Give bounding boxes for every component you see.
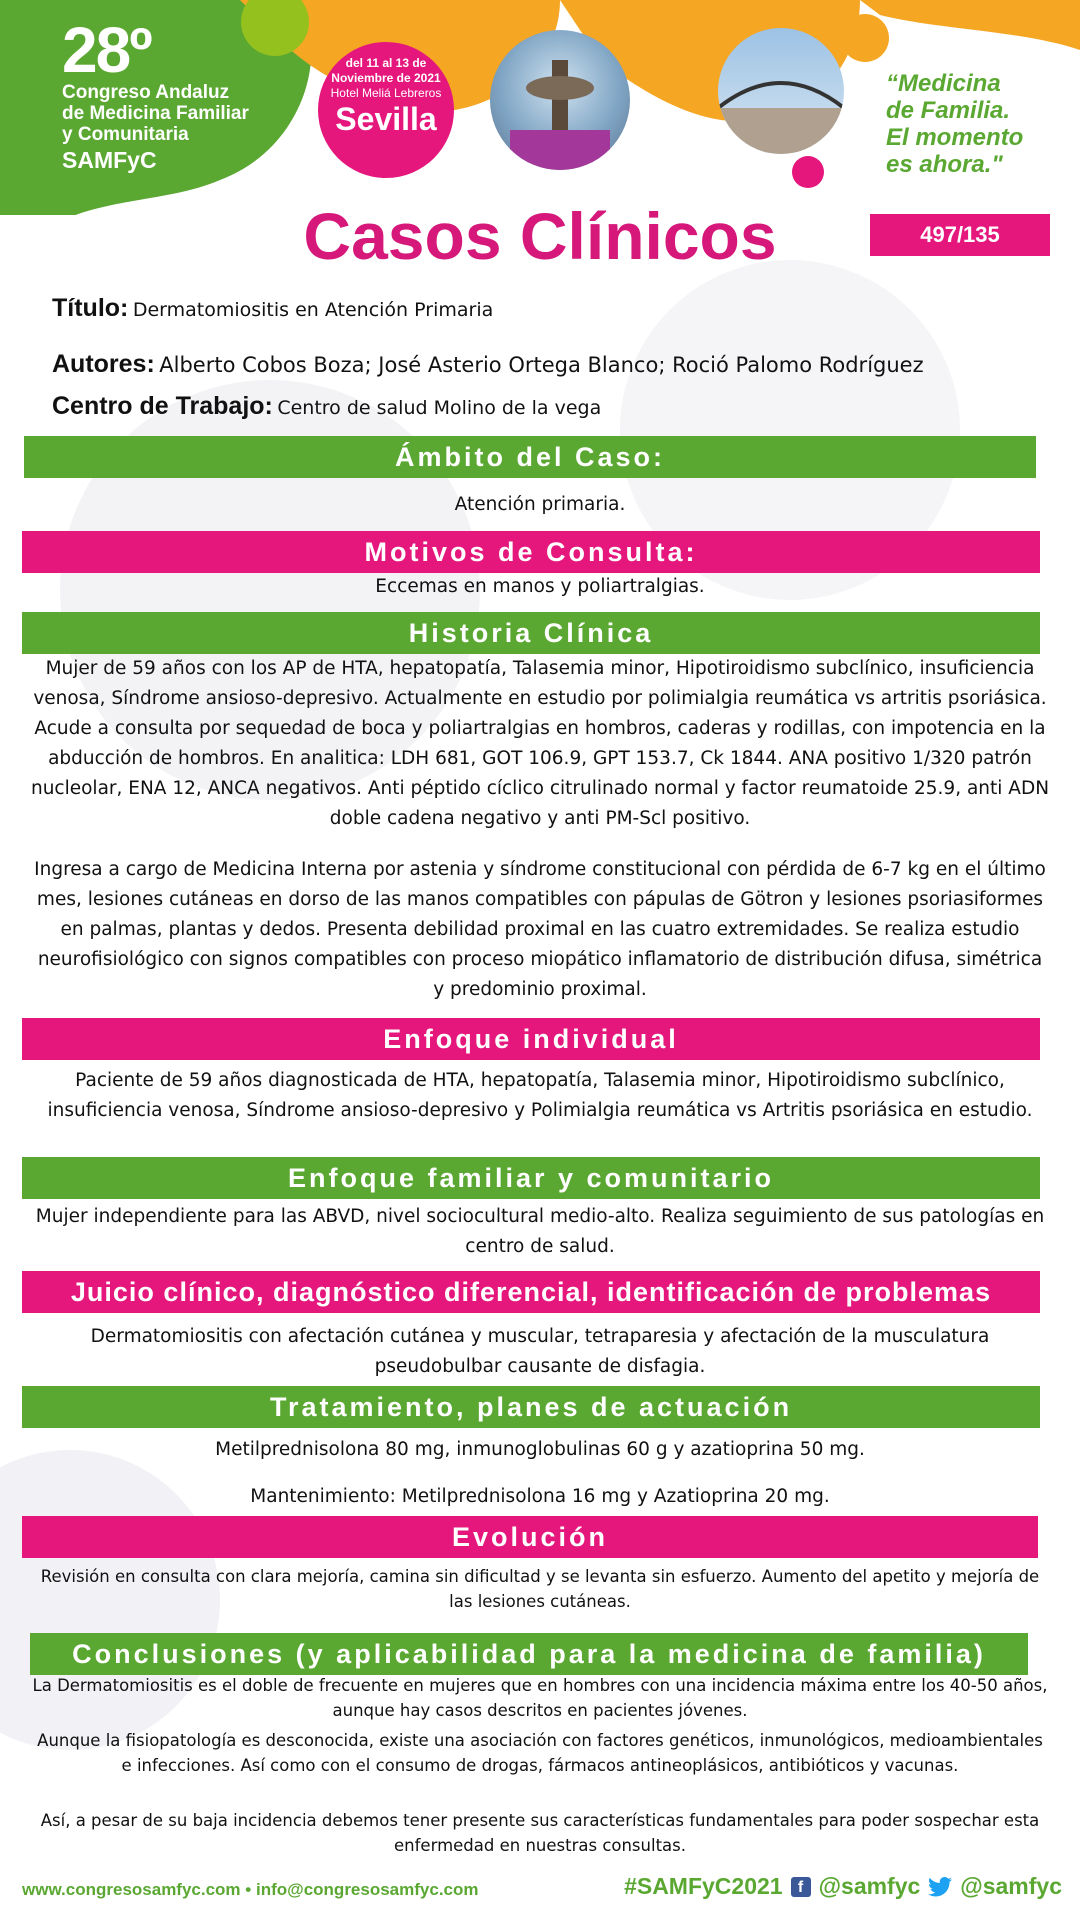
congress-line: Congreso Andaluz	[62, 82, 230, 103]
section-text-historia-1: Mujer de 59 años con los AP de HTA, hepatopatía, Talasemia minor, Hipotiroidismo subclínico, insuficiencia venosa, Síndrome ansioso-depresivo. Actualmente en estudio por polimialgia reumática vs artritis psoriásica. Acude a consulta por sequedad de boca y poliartralgias en hombros, caderas y rodillas, con impotencia en la abducción de hombros. En analitica: LDH 681, GOT 106.9, GPT 153.7, Ck 1844. ANA positivo 1/320 patrón nucleolar, ENA 12, ANCA negativos. Anti péptido cíclico citrulinado normal y factor reumatoide 25.9, anti ADN doble cadena negativo y anti PM-Scl positivo.	[30, 658, 1050, 829]
bridge-photo	[718, 28, 844, 154]
titulo-label: Título:	[52, 294, 129, 322]
section-text-juicio: Dermatomiositis con afectación cutánea y muscular, tetraparesia y afectación de la musculatura pseudobulbar causante de disfagia.	[90, 1326, 990, 1377]
titulo-value: Dermatomiositis en Atención Primaria	[132, 299, 494, 321]
slogan-line: de Familia.	[886, 97, 1011, 124]
email-link[interactable]: info@congresosamfyc.com	[255, 1880, 479, 1899]
slogan-line: es ahora."	[886, 151, 1003, 178]
centro-value: Centro de salud Molino de la vega	[277, 397, 602, 419]
twitter-icon	[928, 1877, 952, 1897]
section-heading-juicio: Juicio clínico, diagnóstico diferencial, identificación de problemas	[22, 1271, 1040, 1313]
section-text-conclusiones-1: La Dermatomiositis es el doble de frecuente en mujeres que en hombres con una incidencia máxima entre los 40-50 años, aunque hay casos descritos en pacientes jóvenes.	[32, 1676, 1048, 1720]
facebook-icon: f	[791, 1877, 811, 1897]
section-heading-familiar: Enfoque familiar y comunitario	[22, 1157, 1040, 1199]
footer-contact	[22, 1880, 479, 1900]
section-text-ambito: Atención primaria.	[454, 494, 626, 515]
congress-brand: SAMFyC	[62, 147, 157, 173]
event-venue: Hotel Meliá Lebreros	[330, 86, 442, 100]
congress-line: y Comunitaria	[62, 124, 189, 145]
congress-logo	[62, 14, 249, 173]
section-text-evolucion: Revisión en consulta con clara mejoría, camina sin dificultad y se levanta sin esfuerzo. Aumento del apetito y mejoría de las lesiones cutáneas.	[40, 1567, 1040, 1611]
section-heading-motivos: Motivos de Consulta:	[22, 531, 1040, 573]
section-heading-evolucion: Evolución	[22, 1516, 1038, 1558]
separator-dot: •	[245, 1880, 256, 1899]
autores-label: Autores:	[52, 350, 155, 378]
slogan	[886, 70, 1023, 178]
section-text-conclusiones-2: Aunque la fisiopatología es desconocida, existe una asociación con factores genéticos, inmunológicos, medioambientales e infecciones. Así como con el consumo de drogas, fármacos antineoplásicos, antibióticos y vacunas.	[37, 1731, 1043, 1775]
page-title: Casos Clínicos	[303, 199, 777, 273]
autores-value: Alberto Cobos Boza; José Asterio Ortega Blanco; Roció Palomo Rodríguez	[159, 353, 924, 377]
case-code-badge: 497/135	[870, 214, 1050, 256]
event-dates: del 11 al 13 de Noviembre de 2021	[331, 56, 441, 85]
section-text-motivos: Eccemas en manos y poliartralgias.	[375, 576, 705, 597]
congress-line: de Medicina Familiar	[62, 103, 249, 124]
bridge-icon	[718, 28, 844, 154]
section-heading-ambito: Ámbito del Caso:	[24, 436, 1036, 478]
hashtag: #SAMFyC2021	[624, 1873, 783, 1899]
congress-number: 28º	[62, 14, 151, 86]
section-text-individual: Paciente de 59 años diagnosticada de HTA, hepatopatía, Talasemia minor, Hipotiroidismo subclínico, insuficiencia venosa, Síndrome ansioso-depresivo y Polimialgia reumática vs Artritis psoriásica en estudio.	[47, 1070, 1033, 1121]
facebook-handle[interactable]: @samfyc	[818, 1873, 921, 1899]
twitter-handle[interactable]: @samfyc	[960, 1873, 1062, 1899]
section-text-tratamiento-2: Mantenimiento: Metilprednisolona 16 mg y Azatioprina 20 mg.	[250, 1486, 830, 1507]
autores-row	[52, 350, 924, 379]
date-badge	[318, 42, 454, 178]
footer-social	[624, 1873, 1062, 1900]
section-heading-individual: Enfoque individual	[22, 1018, 1040, 1060]
slogan-line: El momento	[886, 124, 1024, 151]
statue-icon	[490, 30, 630, 170]
section-heading-conclusiones: Conclusiones (y aplicabilidad para la medicina de familia)	[30, 1633, 1028, 1675]
section-text-conclusiones-3: Así, a pesar de su baja incidencia debemos tener presente sus características fundamentales para poder sospechar esta enfermedad en nuestras consultas.	[40, 1811, 1040, 1855]
section-text-familiar: Mujer independiente para las ABVD, nivel sociocultural medio-alto. Realiza seguimiento de sus patologías en centro de salud.	[35, 1206, 1045, 1257]
website-link[interactable]: www.congresosamfyc.com	[22, 1880, 241, 1899]
section-heading-tratamiento: Tratamiento, planes de actuación	[22, 1386, 1040, 1428]
monument-photo	[490, 30, 630, 170]
centro-row	[52, 392, 601, 421]
section-text-historia-2: Ingresa a cargo de Medicina Interna por astenia y síndrome constitucional con pérdida de 6-7 kg en el último mes, lesiones cutáneas en dorso de las manos compatibles con pápulas de Götron y lesiones psoriasiformes en palmas, plantas y dedos. Presenta debilidad proximal en las cuatro extremidades. Se realiza estudio neurofisiológico con signos compatibles con proceso miopático inflamatorio de distribución difusa, simétrica y predominio proximal.	[34, 859, 1046, 1000]
event-city: Sevilla	[335, 101, 437, 137]
titulo-row	[52, 294, 493, 323]
section-heading-historia: Historia Clínica	[22, 612, 1040, 654]
centro-label: Centro de Trabajo:	[52, 392, 273, 420]
slogan-line: “Medicina	[886, 70, 1001, 97]
section-text-tratamiento-1: Metilprednisolona 80 mg, inmunoglobulinas 60 g y azatioprina 50 mg.	[215, 1439, 865, 1460]
